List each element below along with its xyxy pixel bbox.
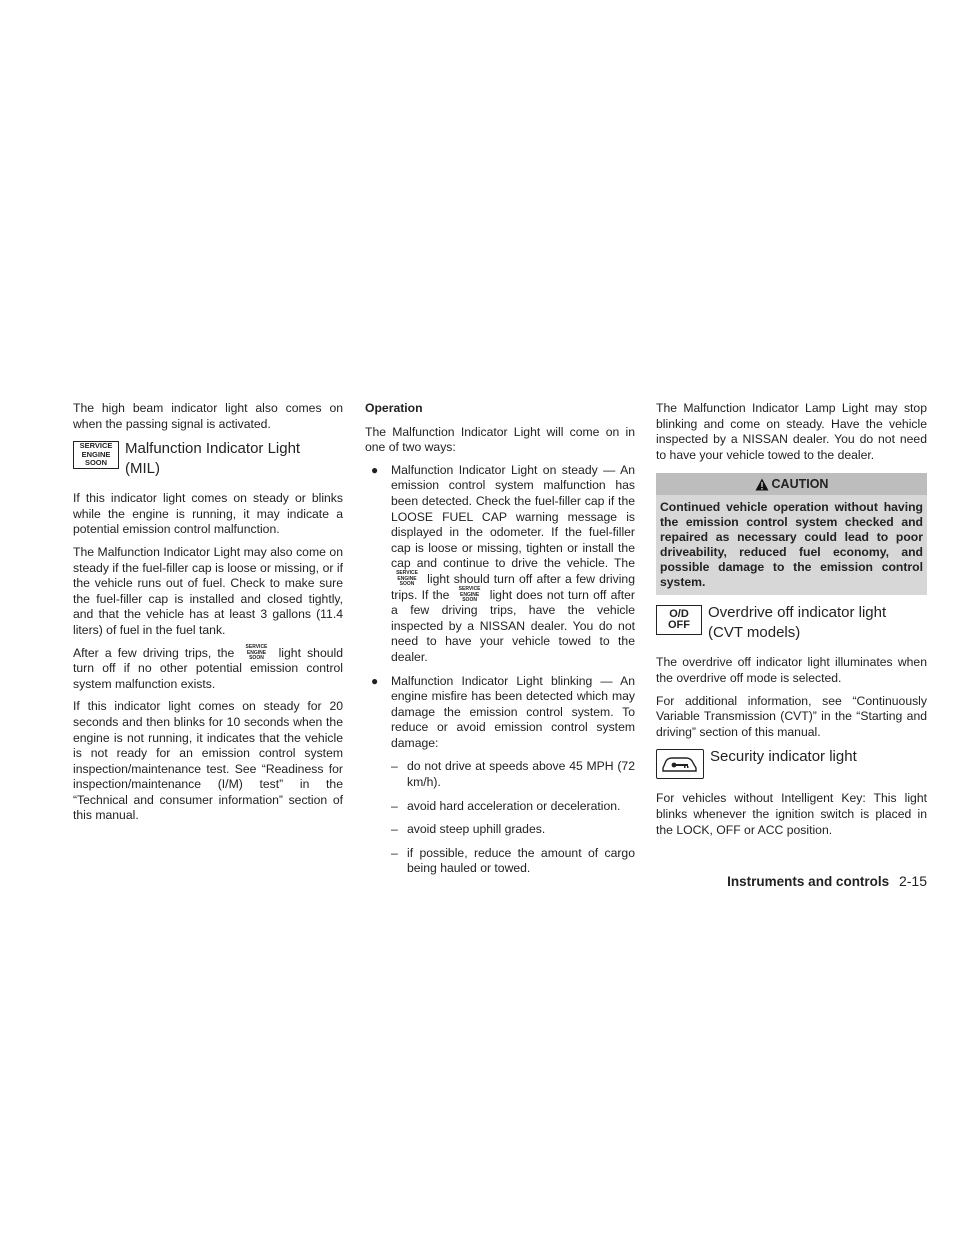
warning-triangle-icon (755, 478, 769, 491)
mil-steady-paragraph: The Malfunction Indicator Lamp Light may stop blinking and come on steady. Have the vehicle inspected by a NISSAN dealer. You do not need to have your vehicle towed to the dealer. (656, 401, 927, 462)
overdrive-paragraph-2: For additional information, see “Continuously Variable Transmission (CVT)” in the “Starting and driving” section of this manual. (656, 693, 927, 739)
mil-paragraph-2: The Malfunction Indicator Light may also come on steady if the fuel-filler cap is loose or missing, or if the vehicle runs out of fuel. Check to make sure the fuel-filler cap is installed and closed tightly, and that the vehicle has at least 3 gallons (11.4 liters) of fuel in the fuel tank. (73, 544, 343, 637)
list-item: – avoid steep uphill grades. (391, 822, 546, 837)
service-engine-soon-icon: SERVICE ENGINE SOON (458, 586, 481, 604)
section-name: Instruments and controls (727, 874, 890, 889)
page-footer (727, 872, 927, 891)
column-right (656, 401, 927, 845)
column-left (73, 401, 343, 831)
bullet-icon: ● (371, 673, 379, 688)
mil-paragraph-3: After a few driving trips, the SERVICE ENGINE SOON light should turn off if no other potential emission control system malfunction exists. (73, 644, 343, 691)
page-number: 2-15 (898, 873, 927, 889)
mil-heading-text: Malfunction Indicator Light (MIL) (125, 440, 301, 478)
caution-title: CAUTION (771, 477, 829, 492)
high-beam-paragraph: The high beam indicator light also comes on when the passing signal is activated. (73, 401, 343, 431)
mil-heading (73, 439, 343, 479)
list-item: – if possible, reduce the amount of cargo being hauled or towed. (391, 845, 635, 876)
security-paragraph: For vehicles without Intelligent Key: This light blinks whenever the ignition switch is placed in the LOCK, OFF or ACC position. (656, 791, 927, 837)
bullet-icon: ● (371, 462, 379, 477)
column-middle (365, 401, 635, 885)
security-heading-text: Security indicator light (710, 748, 857, 766)
mil-paragraph-1: If this indicator light comes on steady or blinks while the engine is running, it may indicate a potential emission control malfunction. (73, 491, 343, 537)
service-engine-soon-icon: SERVICE ENGINE SOON (396, 570, 418, 588)
overdrive-off-icon: O/D OFF (656, 605, 702, 635)
security-heading (656, 747, 927, 779)
overdrive-paragraph-1: The overdrive off indicator light illuminates when the overdrive off mode is selected. (656, 655, 927, 685)
caution-header (656, 473, 927, 495)
list-item: ● Malfunction Indicator Light blinking — An engine misfire has been detected which may damage the emission control system. To reduce or avoid emission control system damage: (365, 674, 635, 752)
service-engine-soon-icon: SERVICE ENGINE SOON (73, 441, 119, 469)
list-item: ● Malfunction Indicator Light on steady — An emission control system malfunction has been detected. Check the fuel-filler cap if the LOOSE FUEL CAP warning message is displayed in the odometer. If the fuel-filler cap is loose or missing, tighten or install the cap and continue to drive the vehicle. The SERVICE ENGINE SOON light should turn off after a few driving trips. If the SERVICE ENGINE SOON light does not turn off after a few driving trips, have the vehicle inspected by a NISSAN dealer. You do not need to have your vehicle towed to the dealer. (365, 463, 635, 666)
list-item: – avoid hard acceleration or deceleration. (391, 798, 621, 813)
overdrive-heading (656, 603, 927, 643)
security-car-key-icon (656, 749, 704, 779)
overdrive-heading-text: Overdrive off indicator light (CVT models) (708, 604, 887, 642)
caution-body: Continued vehicle operation without having the emission control system checked and repaired as necessary could lead to poor driveability, reduced fuel economy, and possible damage to the emission control system. (656, 495, 927, 595)
service-engine-soon-icon: SERVICE ENGINE SOON (245, 644, 268, 662)
operation-title: Operation (365, 401, 423, 415)
mil-paragraph-4: If this indicator light comes on steady for 20 seconds and then blinks for 10 seconds when the engine is not running, it indicates that the vehicle is not ready for an emission control system inspection/maintenance test. See “Readiness for inspection/maintenance (I/M) test” in the “Technical and consumer information” section of this manual. (73, 699, 343, 823)
list-item: – do not drive at speeds above 45 MPH (72 km/h). (391, 759, 635, 790)
operation-intro: The Malfunction Indicator Light will come on in one of two ways: (365, 424, 635, 455)
